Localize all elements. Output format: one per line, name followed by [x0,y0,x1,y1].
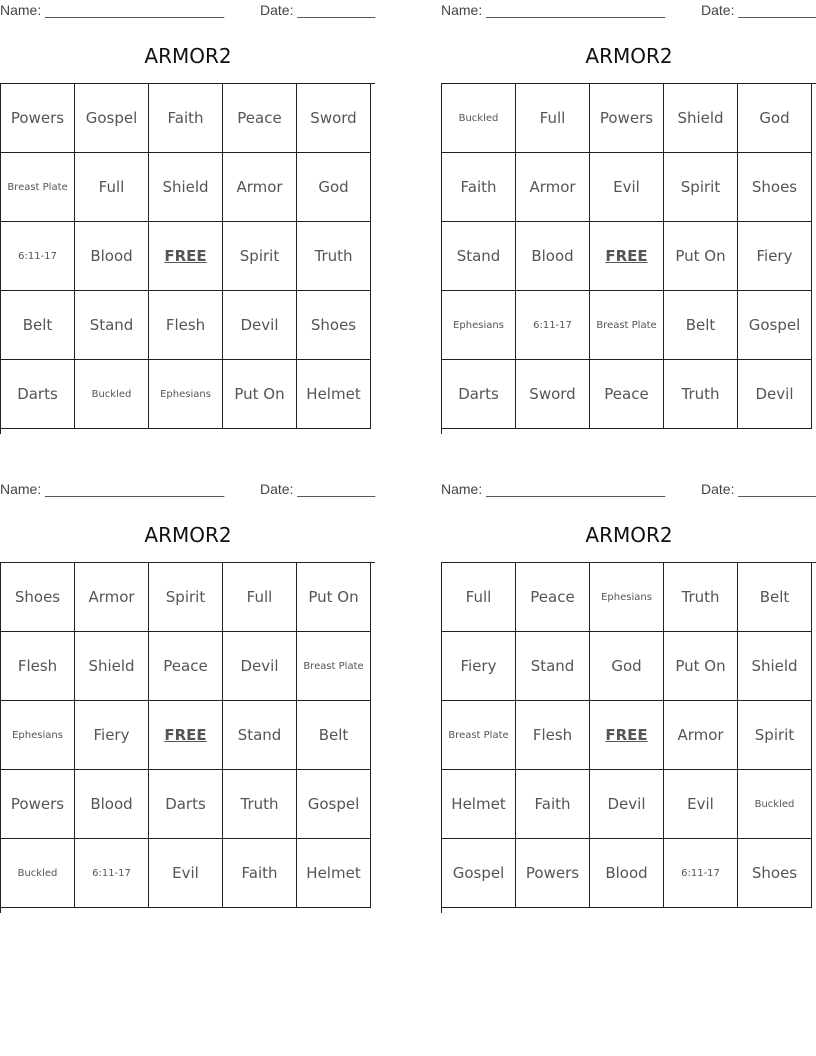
bingo-cell[interactable]: Peace [590,360,664,429]
bingo-cell[interactable]: Shield [738,632,812,701]
name-field[interactable]: Name: _______________________ [0,2,225,18]
name-field[interactable]: Name: _______________________ [441,2,666,18]
bingo-cell[interactable]: Shield [664,84,738,153]
bingo-cell[interactable]: Buckled [442,84,516,153]
bingo-cell[interactable]: Put On [664,632,738,701]
bingo-cell[interactable]: God [590,632,664,701]
bingo-cell[interactable]: Gospel [442,839,516,908]
date-field[interactable]: Date: __________ [260,481,376,497]
bingo-cell[interactable]: Ephesians [442,291,516,360]
bingo-cell[interactable]: Stand [516,632,590,701]
free-space-cell[interactable]: FREE [149,701,223,770]
bingo-grid [441,562,816,913]
bingo-cell[interactable]: Truth [664,360,738,429]
bingo-cell[interactable]: Full [516,84,590,153]
bingo-cell[interactable]: Spirit [738,701,812,770]
bingo-cell[interactable]: Peace [516,563,590,632]
bingo-cell[interactable]: Buckled [75,360,149,429]
bingo-cell[interactable]: Fiery [75,701,149,770]
bingo-cell[interactable]: Armor [516,153,590,222]
bingo-cell[interactable]: Evil [149,839,223,908]
bingo-cell[interactable]: Breast Plate [1,153,75,222]
bingo-cell[interactable]: Faith [442,153,516,222]
bingo-cell[interactable]: Shoes [1,563,75,632]
bingo-cell[interactable]: 6:11-17 [1,222,75,291]
bingo-cell[interactable]: Breast Plate [297,632,371,701]
bingo-cell[interactable]: Put On [664,222,738,291]
bingo-cell[interactable]: Belt [1,291,75,360]
bingo-cell[interactable]: Full [223,563,297,632]
bingo-cell[interactable]: Sword [297,84,371,153]
bingo-cell[interactable]: Fiery [738,222,812,291]
header-line [0,2,376,20]
bingo-cell[interactable]: Spirit [223,222,297,291]
bingo-cell[interactable]: Faith [149,84,223,153]
bingo-cell[interactable]: Faith [516,770,590,839]
bingo-cell[interactable]: Buckled [1,839,75,908]
bingo-cell[interactable]: Helmet [297,360,371,429]
bingo-cell[interactable]: Helmet [297,839,371,908]
bingo-cell[interactable]: Gospel [738,291,812,360]
bingo-cell[interactable]: Powers [1,84,75,153]
card-title: ARMOR2 [585,44,673,68]
bingo-cell[interactable]: Devil [590,770,664,839]
bingo-cell[interactable]: Stand [442,222,516,291]
bingo-cell[interactable]: Peace [223,84,297,153]
bingo-cell[interactable]: Devil [223,291,297,360]
bingo-cell[interactable]: Truth [223,770,297,839]
bingo-cell[interactable]: Ephesians [149,360,223,429]
bingo-cell[interactable]: Fiery [442,632,516,701]
free-space-cell[interactable]: FREE [590,701,664,770]
date-field[interactable]: Date: __________ [260,2,376,18]
bingo-cell[interactable]: Shoes [738,839,812,908]
name-field[interactable]: Name: _______________________ [441,481,666,497]
bingo-cell[interactable]: Evil [664,770,738,839]
header-line [441,481,816,499]
bingo-cell[interactable]: Blood [75,222,149,291]
bingo-cell[interactable]: Gospel [297,770,371,839]
bingo-cell[interactable]: Put On [223,360,297,429]
free-space-cell[interactable]: FREE [590,222,664,291]
bingo-cell[interactable]: Helmet [442,770,516,839]
header-line [0,481,376,499]
bingo-cell[interactable]: God [297,153,371,222]
header-line [441,2,816,20]
bingo-cell[interactable]: 6:11-17 [75,839,149,908]
bingo-cell[interactable]: Sword [516,360,590,429]
bingo-cell[interactable]: Darts [149,770,223,839]
bingo-cell[interactable]: Belt [738,563,812,632]
card-title: ARMOR2 [144,523,232,547]
bingo-cell[interactable]: Blood [590,839,664,908]
bingo-cell[interactable]: Flesh [516,701,590,770]
bingo-cell[interactable]: Belt [664,291,738,360]
bingo-cell[interactable]: 6:11-17 [516,291,590,360]
card-title: ARMOR2 [585,523,673,547]
bingo-cell[interactable]: Darts [1,360,75,429]
bingo-cell[interactable]: Stand [75,291,149,360]
bingo-cell[interactable]: God [738,84,812,153]
bingo-cell[interactable]: Stand [223,701,297,770]
date-field[interactable]: Date: __________ [701,481,816,497]
bingo-cell[interactable]: 6:11-17 [664,839,738,908]
bingo-cell[interactable]: Ephesians [590,563,664,632]
bingo-cell[interactable]: Shoes [297,291,371,360]
bingo-cell[interactable]: Faith [223,839,297,908]
bingo-cell[interactable]: Put On [297,563,371,632]
bingo-grid [0,562,375,913]
bingo-cell[interactable]: Darts [442,360,516,429]
bingo-cell[interactable]: Peace [149,632,223,701]
bingo-cell[interactable]: Shoes [738,153,812,222]
bingo-cell[interactable]: Flesh [149,291,223,360]
bingo-cell[interactable]: Shield [75,632,149,701]
bingo-cell[interactable]: Truth [297,222,371,291]
bingo-grid [441,83,816,434]
bingo-cell[interactable]: Powers [1,770,75,839]
free-space-cell[interactable]: FREE [149,222,223,291]
bingo-cell[interactable]: Full [442,563,516,632]
name-field[interactable]: Name: _______________________ [0,481,225,497]
bingo-cell[interactable]: Devil [223,632,297,701]
bingo-cell[interactable]: Blood [516,222,590,291]
bingo-cell[interactable]: Evil [590,153,664,222]
bingo-cell[interactable]: Powers [590,84,664,153]
bingo-cell[interactable]: Breast Plate [590,291,664,360]
bingo-cell[interactable]: Spirit [149,563,223,632]
bingo-cell[interactable]: Belt [297,701,371,770]
bingo-cell[interactable]: Armor [75,563,149,632]
bingo-cell[interactable]: Armor [223,153,297,222]
bingo-grid [0,83,375,434]
bingo-cell[interactable]: Armor [664,701,738,770]
bingo-cell[interactable]: Full [75,153,149,222]
bingo-cell[interactable]: Gospel [75,84,149,153]
bingo-cell[interactable]: Devil [738,360,812,429]
bingo-cell[interactable]: Truth [664,563,738,632]
bingo-cell[interactable]: Flesh [1,632,75,701]
bingo-cell[interactable]: Powers [516,839,590,908]
bingo-cell[interactable]: Shield [149,153,223,222]
bingo-cell[interactable]: Ephesians [1,701,75,770]
bingo-cell[interactable]: Blood [75,770,149,839]
bingo-cell[interactable]: Spirit [664,153,738,222]
date-field[interactable]: Date: __________ [701,2,816,18]
card-title: ARMOR2 [144,44,232,68]
bingo-cell[interactable]: Breast Plate [442,701,516,770]
bingo-cell[interactable]: Buckled [738,770,812,839]
